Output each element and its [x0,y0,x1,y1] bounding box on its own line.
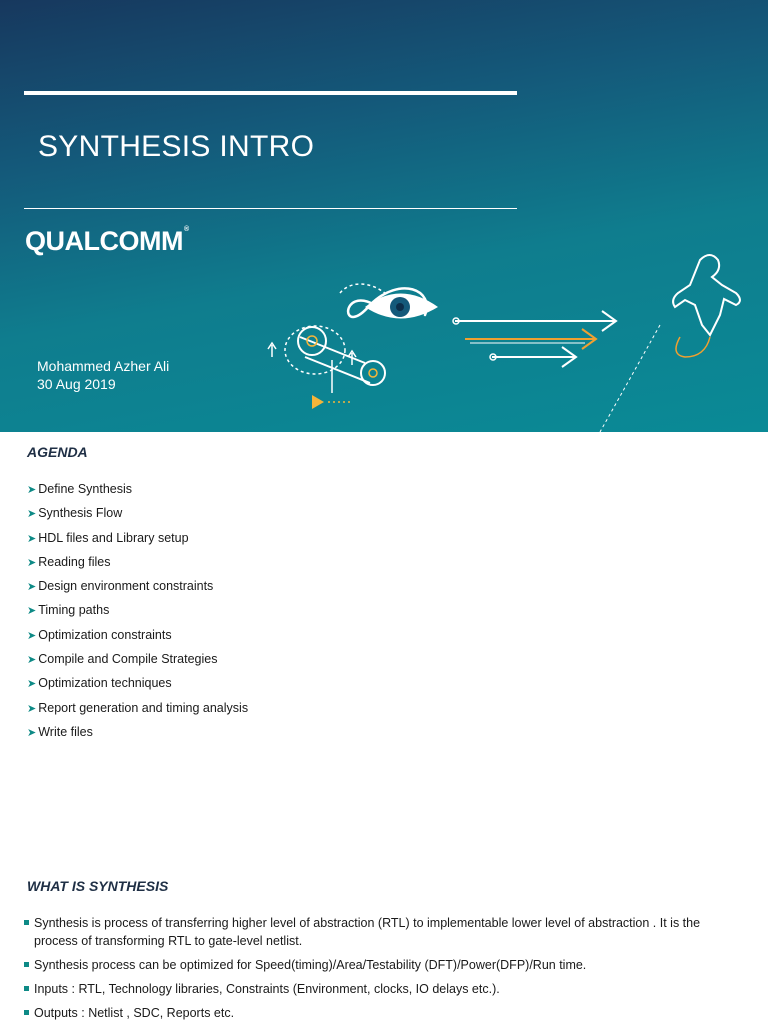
synthesis-bullet-list [24,914,746,1028]
agenda-item [27,531,248,555]
arrow-bullet-icon: ➤ [27,726,37,739]
agenda-item [27,603,248,627]
arrow-bullet-icon: ➤ [27,556,37,569]
eye-pupil-core [396,303,404,311]
agenda-item-label: Compile and Compile Strategies [38,652,218,667]
company-logo [25,226,189,257]
square-bullet-icon [24,962,29,967]
arrow-bullet-icon: ➤ [27,702,37,715]
logo-registered-mark: ® [183,226,189,233]
arrow-bottom [492,347,576,367]
agenda-item-label: Design environment constraints [38,579,214,594]
agenda-item-label: Report generation and timing analysis [38,700,249,715]
presentation-date: 30 Aug 2019 [37,376,116,392]
agenda-item [27,555,248,579]
agenda-item [27,701,248,725]
synthesis-heading: WHAT IS SYNTHESIS [27,878,169,894]
synthesis-illustration [260,245,760,432]
arrow-bullet-icon: ➤ [27,605,37,618]
square-bullet-icon [24,920,29,925]
bullet-item [24,980,746,998]
bullet-item [24,956,746,974]
slide-title: SYNTHESIS INTRO [38,130,315,163]
gear-loop-outline [285,326,345,374]
arrow-top [455,311,616,331]
bullet-item [24,1004,746,1022]
agenda-item [27,482,248,506]
agenda-item-label: Write files [38,724,93,739]
robot-tether [600,325,660,432]
agenda-item [27,676,248,700]
agenda-heading: AGENDA [27,444,88,460]
author-block [37,357,169,393]
agenda-item-label: Reading files [38,554,111,569]
square-bullet-icon [24,986,29,991]
robot-icon [673,255,740,335]
bullet-text: Synthesis process can be optimized for Speed(timing)/Area/Testability (DFT)/Power(DFP)/Run time. [34,958,587,972]
cover-slide [0,0,768,432]
arrow-bullet-icon: ➤ [27,484,37,496]
gear-right [361,361,385,385]
author-name: Mohammed Azher Ali [37,358,170,374]
what-is-synthesis-slide [0,852,768,1024]
agenda-item [27,652,248,676]
agenda-item-label: Optimization constraints [38,627,172,642]
square-bullet-icon [24,1010,29,1015]
agenda-item [27,506,248,530]
arrow-bullet-icon: ➤ [27,629,37,642]
agenda-item-label: Define Synthesis [38,482,133,496]
bullet-text: Inputs : RTL, Technology libraries, Constraints (Environment, clocks, IO delays etc.). [34,982,500,996]
arrow-middle [465,329,596,349]
arrow-bullet-icon: ➤ [27,508,37,521]
agenda-slide [0,432,768,852]
up-arrow-left [268,343,276,357]
agenda-item [27,579,248,603]
arrow-bullet-icon: ➤ [27,581,37,594]
gear-belt [300,337,370,383]
agenda-item-label: Optimization techniques [38,676,172,691]
agenda-item [27,725,248,749]
bullet-text: Outputs : Netlist , SDC, Reports etc. [34,1006,235,1020]
gear-right-core [369,369,377,377]
agenda-list [27,482,248,749]
agenda-item [27,628,248,652]
arrow-bullet-icon: ➤ [27,532,37,545]
agenda-item-label: HDL files and Library setup [38,530,189,545]
play-marker [312,395,324,409]
title-rule-top [24,91,517,95]
logo-text: QUALCOMM [25,226,183,256]
agenda-item-label: Timing paths [38,603,110,618]
robot-flame [676,337,710,357]
title-rule-bottom [24,208,517,209]
arrow-bullet-icon: ➤ [27,654,37,667]
bullet-text: Synthesis is process of transferring higher level of abstraction (RTL) to implementable lower level of abstraction . It is the process of transforming RTL to gate-level netlist. [34,916,701,948]
agenda-item-label: Synthesis Flow [38,506,123,521]
arrow-bullet-icon: ➤ [27,678,37,691]
bullet-item [24,914,746,950]
